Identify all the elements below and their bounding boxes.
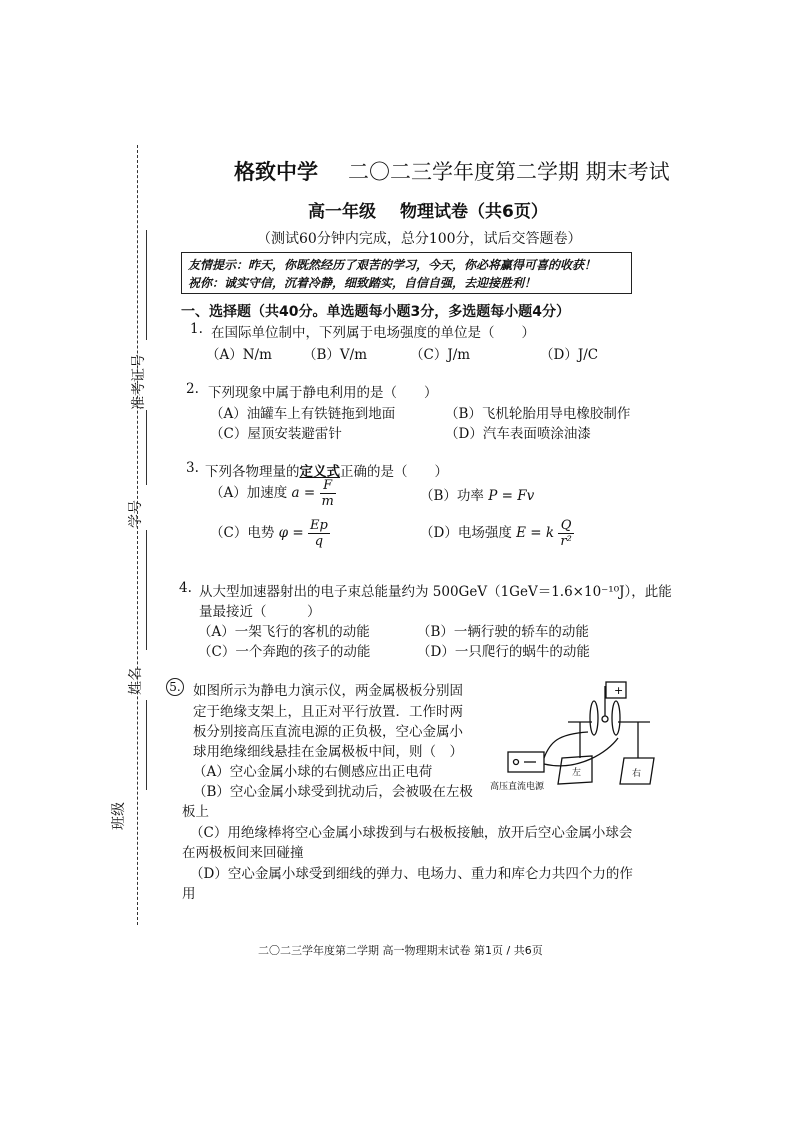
- side-underline-1: [146, 230, 147, 340]
- wire-left: [544, 732, 588, 758]
- q5-option-c: （C）用绝缘棒将空心金属小球拨到与右极板接触，放开后空心金属小球会: [190, 825, 633, 841]
- q4-stem: 从大型加速器射出的电子束总能量约为 500GeV（1GeV＝1.6×10⁻¹⁰J），此能: [199, 584, 672, 600]
- power-knob-icon: [514, 760, 519, 765]
- section-heading: 一、选择题（共40分。单选题每小题3分，多选题每小题4分）: [181, 304, 570, 320]
- q3-d-fraction: [558, 518, 573, 549]
- q3-stem-pre: 下列各物理量的: [205, 464, 300, 480]
- q3-c-label: （C）电势: [210, 525, 275, 541]
- subject-label: 物理试卷（共6页）: [400, 202, 548, 222]
- q3-option-c: [210, 518, 330, 549]
- exam-instructions: （测试60分钟内完成，总分100分，试后交答题卷）: [257, 231, 582, 247]
- q2-number: 2.: [186, 381, 199, 397]
- side-label-class: 班级: [111, 802, 127, 830]
- side-label-exam-id: 准考证号: [131, 354, 147, 410]
- q1-option-c: （C）J/m: [410, 347, 471, 363]
- q5-line-4: 球用绝缘细线悬挂在金属极板中间，则（ ）: [193, 744, 463, 760]
- q2-stem: 下列现象中属于静电利用的是（ ）: [208, 385, 438, 401]
- q3-d-num: Q: [558, 518, 573, 534]
- hint-line-2: 祝你：诚实守信，沉着冷静，细致踏实，自信自强，去迎接胜利！: [188, 276, 537, 290]
- electrostatic-demo-figure: [488, 672, 664, 794]
- q1-number: 1.: [190, 321, 203, 337]
- right-plate: [612, 701, 620, 735]
- left-label: 左: [572, 768, 582, 778]
- q2-option-b: （B）飞机轮胎用导电橡胶制作: [445, 406, 631, 422]
- q2-option-c: （C）屋顶安装避雷针: [210, 426, 342, 442]
- q3-option-d: [420, 518, 574, 549]
- right-label: 右: [632, 769, 642, 779]
- q3-c-num: Ep: [310, 518, 328, 533]
- q5-line-1: 如图所示为静电力演示仪，两金属极板分别固: [193, 683, 463, 699]
- q3-stem-post: 正确的是（ ）: [340, 464, 448, 480]
- q4-option-c: （C）一个奔跑的孩子的动能: [198, 644, 371, 660]
- q5-option-d-cont: 用: [182, 886, 196, 902]
- q5-number-circled: 5.: [166, 678, 184, 696]
- q3-option-b: [420, 484, 534, 504]
- left-plate: [590, 701, 598, 735]
- q3-stem-emphasis: 定义式: [299, 464, 340, 480]
- q2-option-d: （D）汽车表面喷涂油漆: [445, 426, 591, 442]
- q4-stem-line2: 量最接近（ ）: [199, 604, 321, 620]
- q3-stem: [205, 460, 448, 480]
- hint-box: [181, 252, 632, 294]
- page-footer: 二〇二三学年度第二学期 高一物理期末试卷 第1页 / 共6页: [258, 944, 543, 957]
- q5-option-c-cont: 在两极板间来回碰撞: [182, 845, 304, 861]
- q3-d-den: r²: [560, 534, 572, 549]
- q3-d-label: （D）电场强度: [420, 525, 512, 541]
- exam-title: 二〇二三学年度第二学期 期末考试: [348, 160, 670, 184]
- q1-stem: 在国际单位制中，下列属于电场强度的单位是（ ）: [211, 325, 535, 341]
- q5-number: [166, 678, 184, 696]
- q3-a-fraction: [320, 478, 336, 509]
- q1-option-d: （D）J/C: [540, 347, 599, 363]
- q3-d-lhs: E = k: [516, 525, 555, 541]
- metal-ball-icon: [602, 716, 608, 722]
- q3-number: 3.: [186, 460, 199, 476]
- q1-option-b: （B）V/m: [303, 347, 368, 363]
- q5-line-3: 板分别接高压直流电源的正负极，空心金属小: [193, 724, 463, 740]
- q3-b-label: （B）功率: [420, 488, 484, 504]
- q3-a-lhs: a =: [291, 485, 316, 501]
- q4-option-a: （A）一架飞行的客机的动能: [198, 624, 370, 640]
- q5-option-b: （B）空心金属小球受到扰动后，会被吸在左极: [193, 784, 473, 800]
- wire-right: [544, 738, 618, 766]
- power-supply-label: 高压直流电源: [490, 782, 545, 792]
- q5-option-d: （D）空心金属小球受到细线的弹力、电场力、重力和库仑力共四个力的作: [190, 866, 633, 882]
- q3-a-label: （A）加速度: [210, 485, 288, 501]
- school-name: 格致中学: [234, 160, 318, 184]
- q2-option-a: （A）油罐车上有铁链拖到地面: [210, 406, 396, 422]
- side-underline-4: [146, 700, 147, 790]
- side-underline-2: [146, 410, 147, 485]
- q3-a-num: F: [320, 478, 336, 494]
- q1-option-a: （A）N/m: [206, 347, 272, 363]
- q3-c-fraction: [308, 518, 330, 549]
- q3-a-den: m: [321, 494, 334, 509]
- q5-line-2: 定于绝缘支架上，且正对平行放置．工作时两: [193, 704, 463, 720]
- q4-number: 4.: [179, 580, 192, 596]
- q3-c-lhs: φ =: [278, 525, 304, 541]
- q4-option-d: （D）一只爬行的蜗牛的动能: [417, 644, 590, 660]
- q3-b-lhs: P = Fv: [488, 488, 535, 504]
- binding-dashed-line: [137, 145, 138, 925]
- side-underline-3: [146, 530, 147, 650]
- q4-option-b: （B）一辆行驶的轿车的动能: [417, 624, 589, 640]
- side-label-student-no: 学号: [128, 500, 144, 528]
- q3-c-den: q: [314, 534, 324, 549]
- q5-option-b-cont: 板上: [182, 804, 209, 820]
- q3-option-a: [210, 478, 336, 509]
- grade-label: 高一年级: [308, 202, 376, 222]
- side-label-name: 姓名: [128, 667, 144, 695]
- hint-line-1: 友情提示：昨天，你既然经历了艰苦的学习，今天，你必将赢得可喜的收获！: [188, 258, 597, 272]
- plus-sign: +: [614, 684, 624, 697]
- q5-option-a: （A）空心金属小球的右侧感应出正电荷: [193, 764, 433, 780]
